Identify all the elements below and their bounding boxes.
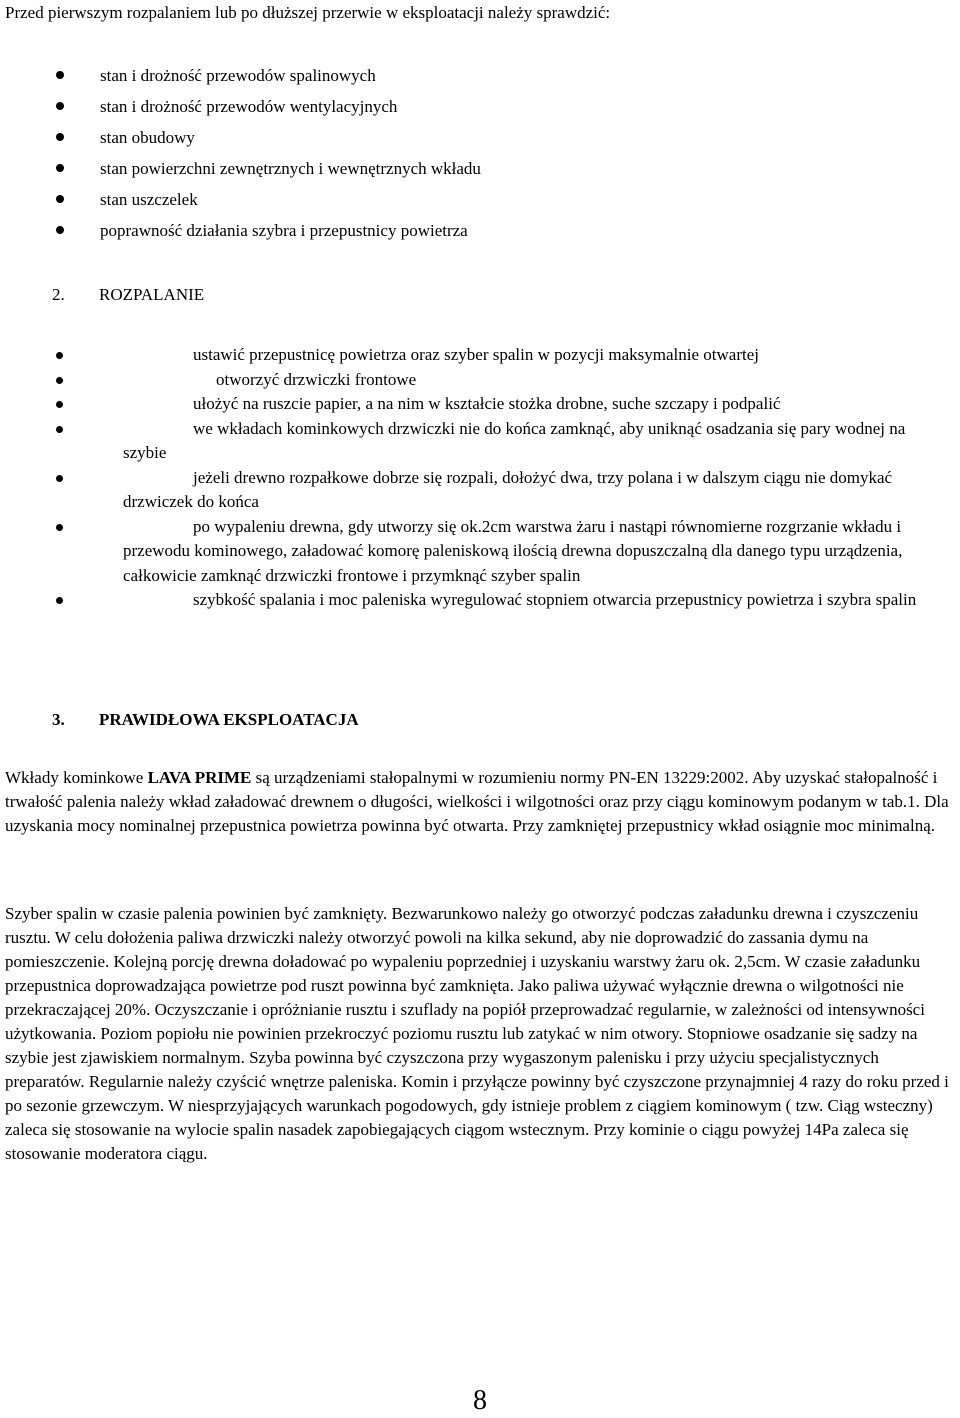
rozpalanie-list-item-text: szybkość spalania i moc paleniska wyregulować stopniem otwarcia przepustnicy powietrza i szybra spalin	[193, 590, 917, 609]
check-list-item	[0, 186, 481, 217]
check-list-item	[0, 124, 481, 155]
rozpalanie-list-item-text: ułożyć na ruszcie papier, a na nim w kształcie stożka drobne, suche szczapy i podpalić	[193, 394, 781, 413]
paragraph-1-before: Wkłady kominkowe	[5, 768, 148, 787]
rozpalanie-list-item-text: we wkładach kominkowych drzwiczki nie do końca zamknąć, aby uniknąć osadzania się pary wodnej na szybie	[123, 418, 906, 462]
bullet-icon	[56, 226, 64, 234]
section-3-number: 3.	[52, 710, 65, 729]
rozpalanie-list-item	[0, 588, 960, 613]
check-list-item-text: stan uszczelek	[100, 190, 198, 209]
bullet-icon	[56, 475, 63, 482]
check-list-item-text: stan i drożność przewodów wentylacyjnych	[100, 97, 398, 116]
bullet-icon	[56, 401, 63, 408]
check-list-item	[0, 62, 481, 93]
rozpalanie-list-item	[0, 417, 960, 466]
rozpalanie-list-item	[0, 392, 960, 417]
rozpalanie-list-item	[0, 466, 960, 515]
bullet-icon	[56, 352, 63, 359]
section-3-title: PRAWIDŁOWA EKSPLOATACJA	[99, 710, 359, 729]
rozpalanie-list	[0, 343, 960, 613]
check-list-item	[0, 155, 481, 186]
paragraph-1-after: są urządzeniami stałopalnymi w rozumieniu normy PN-EN 13229:2002. Aby uzyskać stałopalność i trwałość palenia należy wkład załadować drewnem o długości, wielkości i wilgotności oraz przy ciągu kominowym podanym w tab.1. Dla uzyskania mocy nominalnej przepustnica powietrza powinna być otwarta. Przy zamkniętej przepustnicy wkład osiągnie moc minimalną.	[5, 768, 949, 835]
check-list-item-text: stan obudowy	[100, 128, 195, 147]
rozpalanie-list-item-text: otworzyć drzwiczki frontowe	[216, 369, 417, 389]
bullet-icon	[56, 71, 64, 79]
rozpalanie-list-item-text: ustawić przepustnicę powietrza oraz szyber spalin w pozycji maksymalnie otwartej	[193, 345, 759, 364]
page-number: 8	[473, 1385, 487, 1416]
bullet-icon	[56, 102, 64, 110]
rozpalanie-list-item-text: po wypaleniu drewna, gdy utworzy się ok.2cm warstwa żaru i nastąpi równomierne rozgrzanie wkładu i przewodu kominowego, załadować komorę paleniskową ilością drewna dopuszczalną dla danego typu urządzenia, całkowicie zamknąć drzwiczki frontowe i przymknąć szyber spalin	[123, 516, 903, 585]
check-list-item-text: stan powierzchni zewnętrznych i wewnętrznych wkładu	[100, 159, 481, 178]
bullet-icon	[56, 597, 63, 604]
bullet-icon	[56, 133, 64, 141]
rozpalanie-list-item	[0, 368, 960, 393]
section-2-heading	[52, 282, 204, 308]
intro-text: Przed pierwszym rozpalaniem lub po dłuższej przerwie w eksploatacji należy sprawdzić:	[5, 3, 611, 22]
brand-name: LAVA PRIME	[147, 768, 252, 787]
paragraph-2: Szyber spalin w czasie palenia powinien być zamknięty. Bezwarunkowo należy go otworzyć podczas załadunku drewna i czyszczeniu rusztu. W celu dołożenia paliwa drzwiczki należy otworzyć powoli na kilka sekund, aby nie doprowadzić do zassania dymu na pomieszczenie. Kolejną porcję drewna doładować po wypaleniu poprzedniej i uzyskaniu warstwy żaru ok. 2,5cm. W czasie załadunku przepustnica doprowadzająca powietrze pod ruszt powinna być zamknięta. Jako paliwa używać wyłącznie drewna o wilgotności nie przekraczającej 20%. Oczyszczanie i opróżnianie rusztu i szuflady na popiół przeprowadzać regularnie, w zależności od intensywności użytkowania. Poziom popiołu nie powinien przekroczyć poziomu rusztu lub zatykać w nim otwory. Stopniowe osadzanie się sadzy na szybie jest zjawiskiem normalnym. Szyba powinna być czyszczona przy wygaszonym palenisku i przy użyciu specjalistycznych preparatów. Regularnie należy czyścić wnętrze paleniska. Komin i przyłącze powinny być czyszczone przynajmniej 4 razy do roku przed i po sezonie grzewczym. W niesprzyjających warunkach pogodowych, gdy istnieje problem z ciągiem kominowym ( tzw. Ciąg wsteczny) zaleca się stosowanie na wylocie spalin nasadek zapobiegających ciągom wstecznym. Przy kominie o ciągu powyżej 14Pa zaleca się stosowanie moderatora ciągu.	[5, 904, 949, 1163]
rozpalanie-list-item-text: jeżeli drewno rozpałkowe dobrze się rozpali, dołożyć dwa, trzy polana i w dalszym ciągu nie domykać drzwiczek do końca	[123, 467, 893, 511]
bullet-icon	[56, 426, 63, 433]
paragraph-1	[5, 766, 957, 838]
bullet-icon	[56, 164, 64, 172]
check-list-item	[0, 217, 481, 248]
bullet-icon	[56, 524, 63, 531]
rozpalanie-list-item	[0, 515, 960, 589]
bullet-icon	[56, 195, 64, 203]
section-2-number: 2.	[52, 285, 65, 304]
check-list-item-text: stan i drożność przewodów spalinowych	[100, 66, 376, 85]
check-list-item	[0, 93, 481, 124]
section-2-title: ROZPALANIE	[99, 285, 205, 304]
section-3-heading	[52, 706, 359, 734]
rozpalanie-list-item	[0, 343, 960, 368]
check-list-item-text: poprawność działania szybra i przepustnicy powietrza	[100, 221, 468, 240]
check-list	[0, 62, 481, 248]
bullet-icon	[56, 377, 63, 384]
